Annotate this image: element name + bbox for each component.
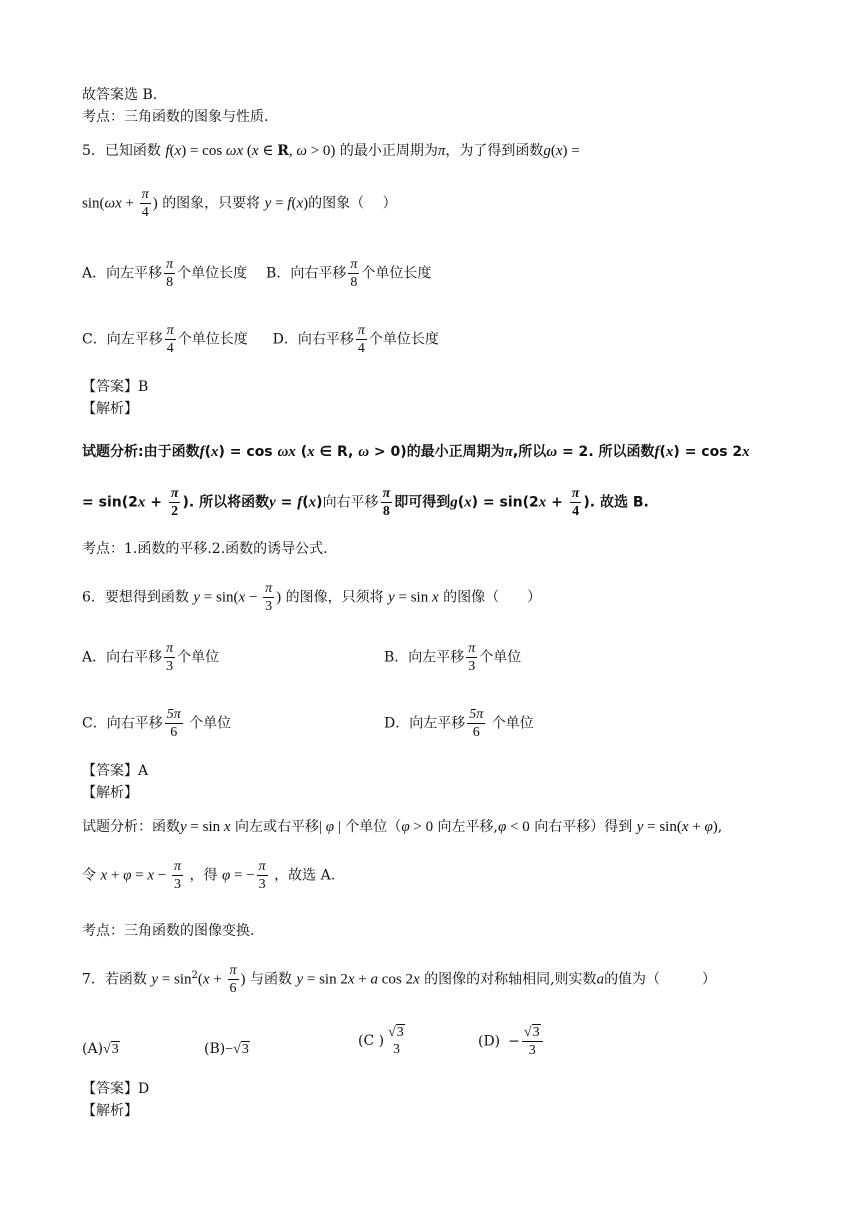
fraction: $\frac{\pi}{8}$ [350,257,358,290]
option-c: (C ) [358,1033,385,1049]
question-text: 7．若函数 [82,971,147,988]
solution-text: 向左或右平移 [235,819,320,835]
solution-text: ,所以 [512,444,547,460]
solution-5-line-2: = sin(2x + $\frac{\pi}{2}$ ). 所以将函数y = f(x)向右平移 $\frac{\pi}{8}$ 即可得到g(x) = sin(2x + $\frac{\pi}{4}$ ). 故选 B. [82,486,649,519]
question-7-stem: 7．若函数 $y = \sin^2(x$ + $\frac{\pi}{6}$ ) 与函数 y = sin 2x + a cos 2x 的图像的对称轴相同,则实数a的值为（ ） [82,963,717,996]
solution-text: ，故选 A. [274,867,336,884]
fraction: $\frac{\pi}{4}$ [357,323,365,356]
solution-text: . 所以函数 [588,444,655,460]
fraction: $\frac{√3}{3}$ [522,1024,543,1059]
question-text: 的最小正周期为 [339,143,438,159]
question-text: 的图象，只要将 [162,195,261,212]
solution-text: 向左平移, [437,819,498,835]
solution-text: 向右平移 [322,494,379,511]
option-a: A．向左平移 [82,265,163,282]
solution-text: 个单位（ [345,819,402,835]
answer-note: 故答案选 B. [82,87,158,103]
question-6-option-d [384,706,534,741]
question-text: 与函数 [250,971,292,988]
question-text: 的图象（ ） [308,195,397,212]
option-b: (B) [204,1041,226,1057]
solution-text: 令 [82,867,96,884]
solution-6-line-1: 试题分析：函数y = sin x 向左或右平移| φ | 个单位（φ > 0 向左平移,φ < 0 向右平移）得到 y = sin(x + φ), [82,819,723,835]
option-a: A．向右平移 [82,649,163,666]
option-text: 个单位 [177,649,220,666]
text-line [82,540,328,558]
analysis-label: 【解析】 [82,785,138,801]
question-7-option-c [358,1024,409,1058]
fraction: $\frac{\pi}{4}$ [166,323,174,356]
solution-text: 试题分析：函数 [82,819,180,835]
option-b: B．向左平移 [384,649,465,666]
option-d: (D) [478,1033,501,1050]
answer-label: 【答案】D [82,1081,150,1097]
option-d: D．向右平移 [272,331,354,348]
text-line [82,400,138,418]
question-text: 6．要想得到函数 [82,589,189,606]
fraction: $\frac{\pi}{3}$ [468,641,476,674]
question-7-option-d: (D) − $\frac{√3}{3}$ [478,1024,545,1059]
text-line [82,86,157,104]
question-text: ，为了得到函数 [445,143,544,159]
math-expression: −√3 [225,1042,249,1057]
question-6-option-b [384,640,521,675]
answer-label: 【答案】B [82,379,149,395]
solution-text: . 所以将函数 [188,494,270,511]
question-text: 的图像，只须将 [285,589,384,606]
question-6-options-ab [82,640,219,675]
solution-5-line-1: 试题分析:由于函数f(x) = cos ωx (x ∈ R, ω > 0)的最小正周期为π,所以ω = 2. 所以函数f(x) = cos 2x [82,444,750,460]
fraction: $\frac{\pi}{3}$ [265,581,273,614]
solution-text: 试题分析:由于函数 [82,444,200,460]
option-c: C．向左平移 [82,331,163,348]
solution-6-line-2: 令 x + φ = x − $\frac{\pi}{3}$ ，得 φ = − $\frac{\pi}{3}$ ，故选 A. [82,859,336,892]
option-text: 个单位长度 [177,265,248,282]
question-7-option-a [82,1040,120,1059]
question-text: 的图像（ ） [443,589,542,606]
question-text: 的值为（ ） [604,971,717,988]
text-line [82,1102,138,1120]
math-expression: √3 [103,1042,119,1057]
text-line [82,922,254,940]
option-text: 个单位 [189,715,232,732]
option-a: (A) [82,1041,104,1057]
option-text: 个单位 [479,649,522,666]
text-line [82,378,148,396]
option-d: D．向左平移 [384,715,466,732]
fraction: $\frac{\pi}{3}$ [174,859,182,892]
option-text: 个单位长度 [368,331,439,348]
fraction: $\frac{\pi}{4}$ [571,486,580,519]
text-line [82,762,148,780]
fraction: $\frac{\pi}{3}$ [258,859,266,892]
option-text: 个单位长度 [177,331,248,348]
math-expression: f [165,143,170,159]
option-text: 个单位 [491,715,534,732]
option-b: B．向右平移 [266,265,347,282]
fraction: √3 3 [388,1025,404,1057]
knowledge-point: 考点：三角函数的图像变换. [82,923,255,939]
solution-text: ，得 [189,867,218,884]
fraction: $\frac{\pi}{6}$ [229,963,237,996]
text-line [82,784,138,802]
option-text: 个单位长度 [361,265,432,282]
question-5-stem-2: sin(ωx + $\frac{\pi}{4}$ ) 的图象，只要将 y = f(x)的图象（ ） [82,187,397,220]
knowledge-point: 考点：1.函数的平移.2.函数的诱导公式. [82,541,328,557]
question-text: 的图像的对称轴相同,则实数 [424,971,597,988]
question-text: 5．已知函数 [82,143,161,159]
fraction: $\frac{\pi}{8}$ [166,257,174,290]
fraction: $\frac{\pi}{2}$ [170,486,179,519]
text-line [82,1080,149,1098]
fraction: $\frac{\pi}{3}$ [166,641,174,674]
question-6-stem: 6．要想得到函数 y = sin(x − $\frac{\pi}{3}$ ) 的图像，只须将 y = sin x 的图像（ ） [82,581,542,614]
fraction: $\frac{\pi}{8}$ [382,486,391,519]
solution-text: 即可得到 [394,494,451,511]
analysis-label: 【解析】 [82,401,138,417]
question-5-options-cd [82,322,439,357]
solution-text: 的最小正周期为 [406,444,505,460]
fraction: $\frac{5\pi}{6}$ [469,707,484,740]
math-expression: sin( [82,195,105,212]
answer-label: 【答案】A [82,763,149,779]
fraction: $\frac{5\pi}{6}$ [166,707,181,740]
solution-text: . 故选 B. [589,494,649,511]
option-c: C．向右平移 [82,715,163,732]
knowledge-point: 考点：三角函数的图象与性质. [82,109,269,125]
question-5-options-ab [82,256,431,291]
analysis-label: 【解析】 [82,1103,138,1119]
solution-text: 向右平移）得到 [534,819,633,835]
question-5-stem: 5．已知函数 f(x) = cos ωx (x ∈ R, ω > 0) 的最小正周期为π，为了得到函数g(x) = [82,143,580,159]
fraction: $\frac{\pi}{4}$ [141,187,149,220]
text-line [82,108,268,126]
question-6-options-cd [82,706,231,741]
question-7-option-b [204,1040,250,1059]
